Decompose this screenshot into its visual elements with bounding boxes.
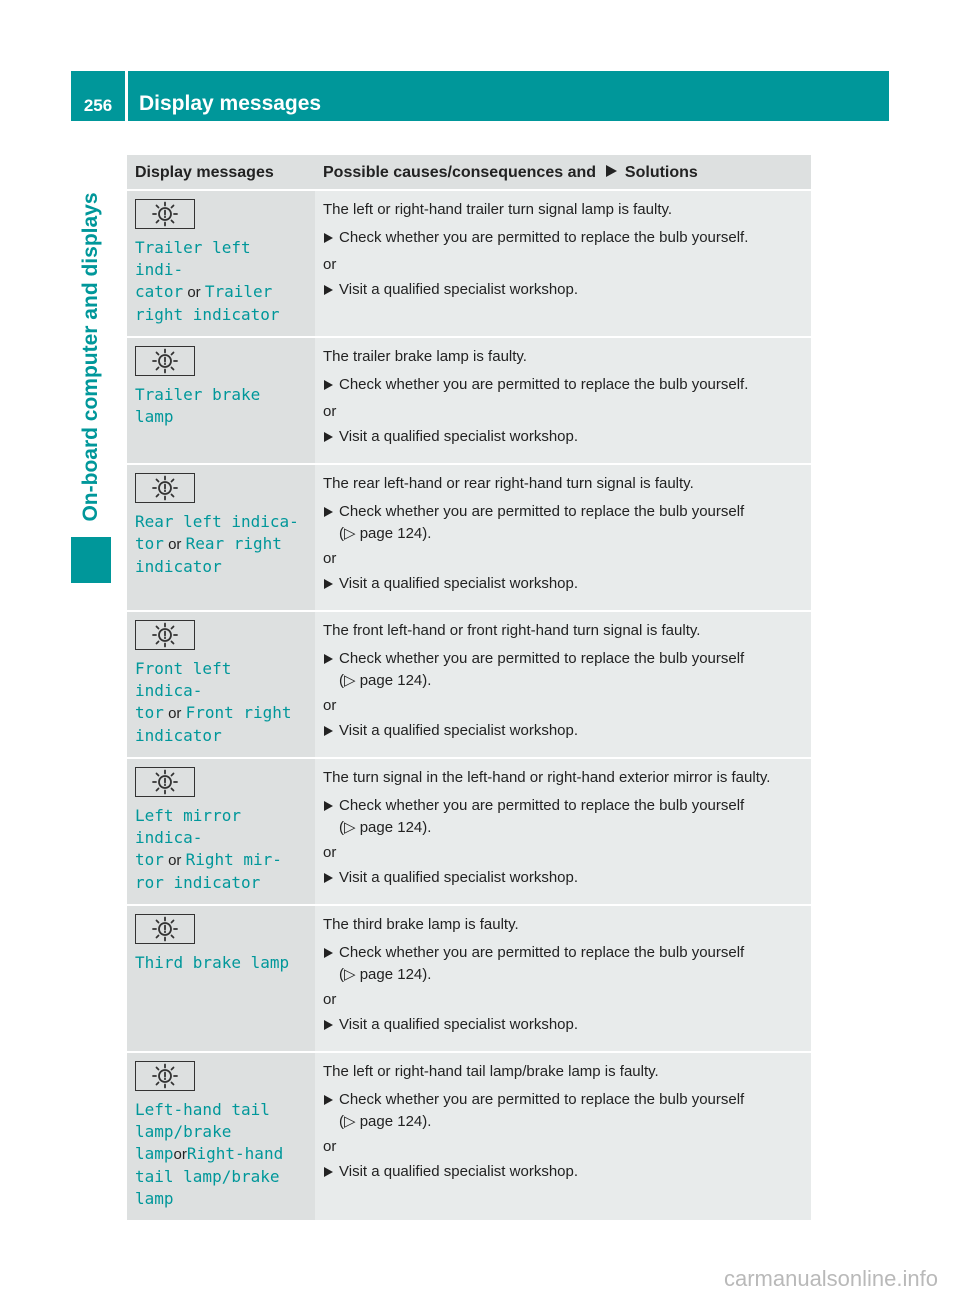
message-text: tor	[135, 703, 164, 722]
step-item	[323, 573, 803, 597]
or-text: or	[168, 852, 182, 869]
triangle-right-icon	[323, 942, 339, 986]
side-tab	[71, 130, 111, 584]
triangle-right-icon	[604, 164, 618, 178]
or-text: or	[173, 1146, 187, 1163]
triangle-right-icon	[323, 795, 339, 839]
page-reference[interactable]: (▷ page 124).	[339, 819, 432, 836]
step-text: Visit a qualified specialist workshop.	[339, 575, 579, 592]
step-item	[323, 795, 803, 839]
table-row	[127, 1052, 811, 1221]
step-text: Check whether you are permitted to replace the bulb yourself.	[339, 376, 749, 393]
page-title: Display messages	[139, 92, 322, 115]
message-text: cator	[135, 282, 184, 301]
solution-cell	[315, 464, 811, 611]
message-text: indicator	[135, 557, 222, 576]
step-item	[323, 279, 803, 303]
step-text: Check whether you are permitted to replace the bulb yourself	[339, 944, 745, 961]
solution-cell	[315, 611, 811, 758]
triangle-right-icon	[323, 501, 339, 545]
message-text: indicator	[135, 726, 222, 745]
table-row	[127, 611, 811, 758]
triangle-right-icon	[323, 1014, 339, 1038]
step-item	[323, 648, 803, 692]
message-text: lamp	[135, 1144, 174, 1163]
cause-text: The third brake lamp is faulty.	[323, 916, 519, 933]
step-text: Visit a qualified specialist workshop.	[339, 1016, 579, 1033]
triangle-right-icon	[323, 1089, 339, 1133]
header-divider	[125, 71, 128, 121]
message-text: Rear right	[185, 534, 282, 553]
table-header-row	[127, 155, 811, 190]
step-text: Check whether you are permitted to replace the bulb yourself	[339, 503, 745, 520]
step-item	[323, 1161, 803, 1185]
cause-text: The left or right-hand tail lamp/brake lamp is faulty.	[323, 1063, 659, 1080]
message-text: lamp	[135, 1189, 174, 1208]
or-text: or	[323, 550, 337, 567]
message-text: ror indicator	[135, 873, 261, 892]
solution-cell	[315, 758, 811, 905]
page-number: 256	[83, 96, 113, 115]
table-row	[127, 337, 811, 464]
cause-text: The front left-hand or front right-hand turn signal is faulty.	[323, 622, 701, 639]
or-text: or	[187, 284, 201, 301]
bulb-fault-icon	[135, 767, 195, 797]
triangle-right-icon	[323, 867, 339, 891]
message-text: Left-hand tail	[135, 1100, 270, 1119]
solution-cell	[315, 337, 811, 464]
page-reference[interactable]: (▷ page 124).	[339, 966, 432, 983]
header-bar	[71, 71, 889, 121]
watermark: carmanualsonline.info	[723, 1266, 938, 1291]
cause-text: The rear left-hand or rear right-hand turn signal is faulty.	[323, 475, 694, 492]
bulb-fault-icon	[135, 914, 195, 944]
step-text: Check whether you are permitted to replace the bulb yourself	[339, 1091, 745, 1108]
triangle-right-icon	[323, 573, 339, 597]
solution-cell	[315, 1052, 811, 1221]
step-item	[323, 942, 803, 986]
or-text: or	[323, 697, 337, 714]
triangle-right-icon	[323, 720, 339, 744]
or-text: or	[323, 844, 337, 861]
triangle-right-icon	[323, 426, 339, 450]
message-text: tor	[135, 850, 164, 869]
bulb-fault-icon	[135, 473, 195, 503]
table-row	[127, 464, 811, 611]
step-text: Check whether you are permitted to replace the bulb yourself	[339, 650, 745, 667]
or-text: or	[168, 705, 182, 722]
step-item	[323, 867, 803, 891]
page-reference[interactable]: (▷ page 124).	[339, 672, 432, 689]
step-item	[323, 1089, 803, 1133]
page-reference[interactable]: (▷ page 124).	[339, 1113, 432, 1130]
step-text: Visit a qualified specialist workshop.	[339, 869, 579, 886]
table-row	[127, 758, 811, 905]
table-row	[127, 190, 811, 337]
step-item	[323, 227, 803, 251]
message-text: right indicator	[135, 305, 280, 324]
table-body	[127, 190, 811, 1221]
col-header-display-messages: Display messages	[127, 155, 315, 190]
or-text: or	[323, 991, 337, 1008]
or-text: or	[323, 256, 337, 273]
triangle-right-icon	[323, 227, 339, 251]
table-row	[127, 905, 811, 1052]
message-text: Trailer brake lamp	[135, 385, 261, 426]
display-message-cell	[127, 190, 315, 337]
bulb-fault-icon	[135, 620, 195, 650]
message-text: Third brake lamp	[135, 953, 290, 972]
cause-text: The trailer brake lamp is faulty.	[323, 348, 527, 365]
cause-text: The turn signal in the left-hand or right-hand exterior mirror is faulty.	[323, 769, 771, 786]
page-reference[interactable]: (▷ page 124).	[339, 525, 432, 542]
display-messages-table	[127, 155, 811, 1222]
message-text: lamp/brake	[135, 1122, 232, 1141]
solution-cell	[315, 190, 811, 337]
display-message-cell	[127, 758, 315, 905]
step-item	[323, 501, 803, 545]
display-message-cell	[127, 464, 315, 611]
display-message-cell	[127, 1052, 315, 1221]
message-text: Trailer left indi-	[135, 238, 251, 279]
display-message-cell	[127, 905, 315, 1052]
col-header-causes-text: Possible causes/consequences and	[323, 164, 597, 181]
step-item	[323, 1014, 803, 1038]
triangle-right-icon	[323, 374, 339, 398]
side-tab-block	[71, 537, 111, 583]
cause-text: The left or right-hand trailer turn signal lamp is faulty.	[323, 201, 673, 218]
step-text: Visit a qualified specialist workshop.	[339, 722, 579, 739]
message-text: tail lamp/brake	[135, 1167, 280, 1186]
message-text: Right-hand	[186, 1144, 284, 1163]
col-header-solutions-text: Solutions	[624, 164, 698, 181]
message-text: Front left indica-	[135, 659, 232, 700]
bulb-fault-icon	[135, 199, 195, 229]
step-text: Visit a qualified specialist workshop.	[339, 428, 579, 445]
step-text: Visit a qualified specialist workshop.	[339, 1163, 579, 1180]
or-text: or	[323, 1138, 337, 1155]
step-item	[323, 374, 803, 398]
step-item	[323, 426, 803, 450]
side-tab-label: On-board computer and displays	[79, 192, 102, 522]
solution-cell	[315, 905, 811, 1052]
bulb-fault-icon	[135, 346, 195, 376]
step-item	[323, 720, 803, 744]
message-text: Left mirror indica-	[135, 806, 241, 847]
or-text: or	[168, 536, 182, 553]
or-text: or	[323, 403, 337, 420]
triangle-right-icon	[323, 279, 339, 303]
triangle-right-icon	[323, 1161, 339, 1185]
message-text: Rear left indica-	[135, 512, 299, 531]
col-header-causes	[315, 155, 811, 190]
message-text: Trailer	[204, 282, 273, 301]
message-text: tor	[135, 534, 164, 553]
step-text: Check whether you are permitted to replace the bulb yourself	[339, 797, 745, 814]
display-message-cell	[127, 611, 315, 758]
display-message-cell	[127, 337, 315, 464]
triangle-right-icon	[323, 648, 339, 692]
message-text: Front right	[185, 703, 292, 722]
message-text: Right mir-	[185, 850, 282, 869]
step-text: Visit a qualified specialist workshop.	[339, 281, 579, 298]
bulb-fault-icon	[135, 1061, 195, 1091]
step-text: Check whether you are permitted to replace the bulb yourself.	[339, 229, 749, 246]
